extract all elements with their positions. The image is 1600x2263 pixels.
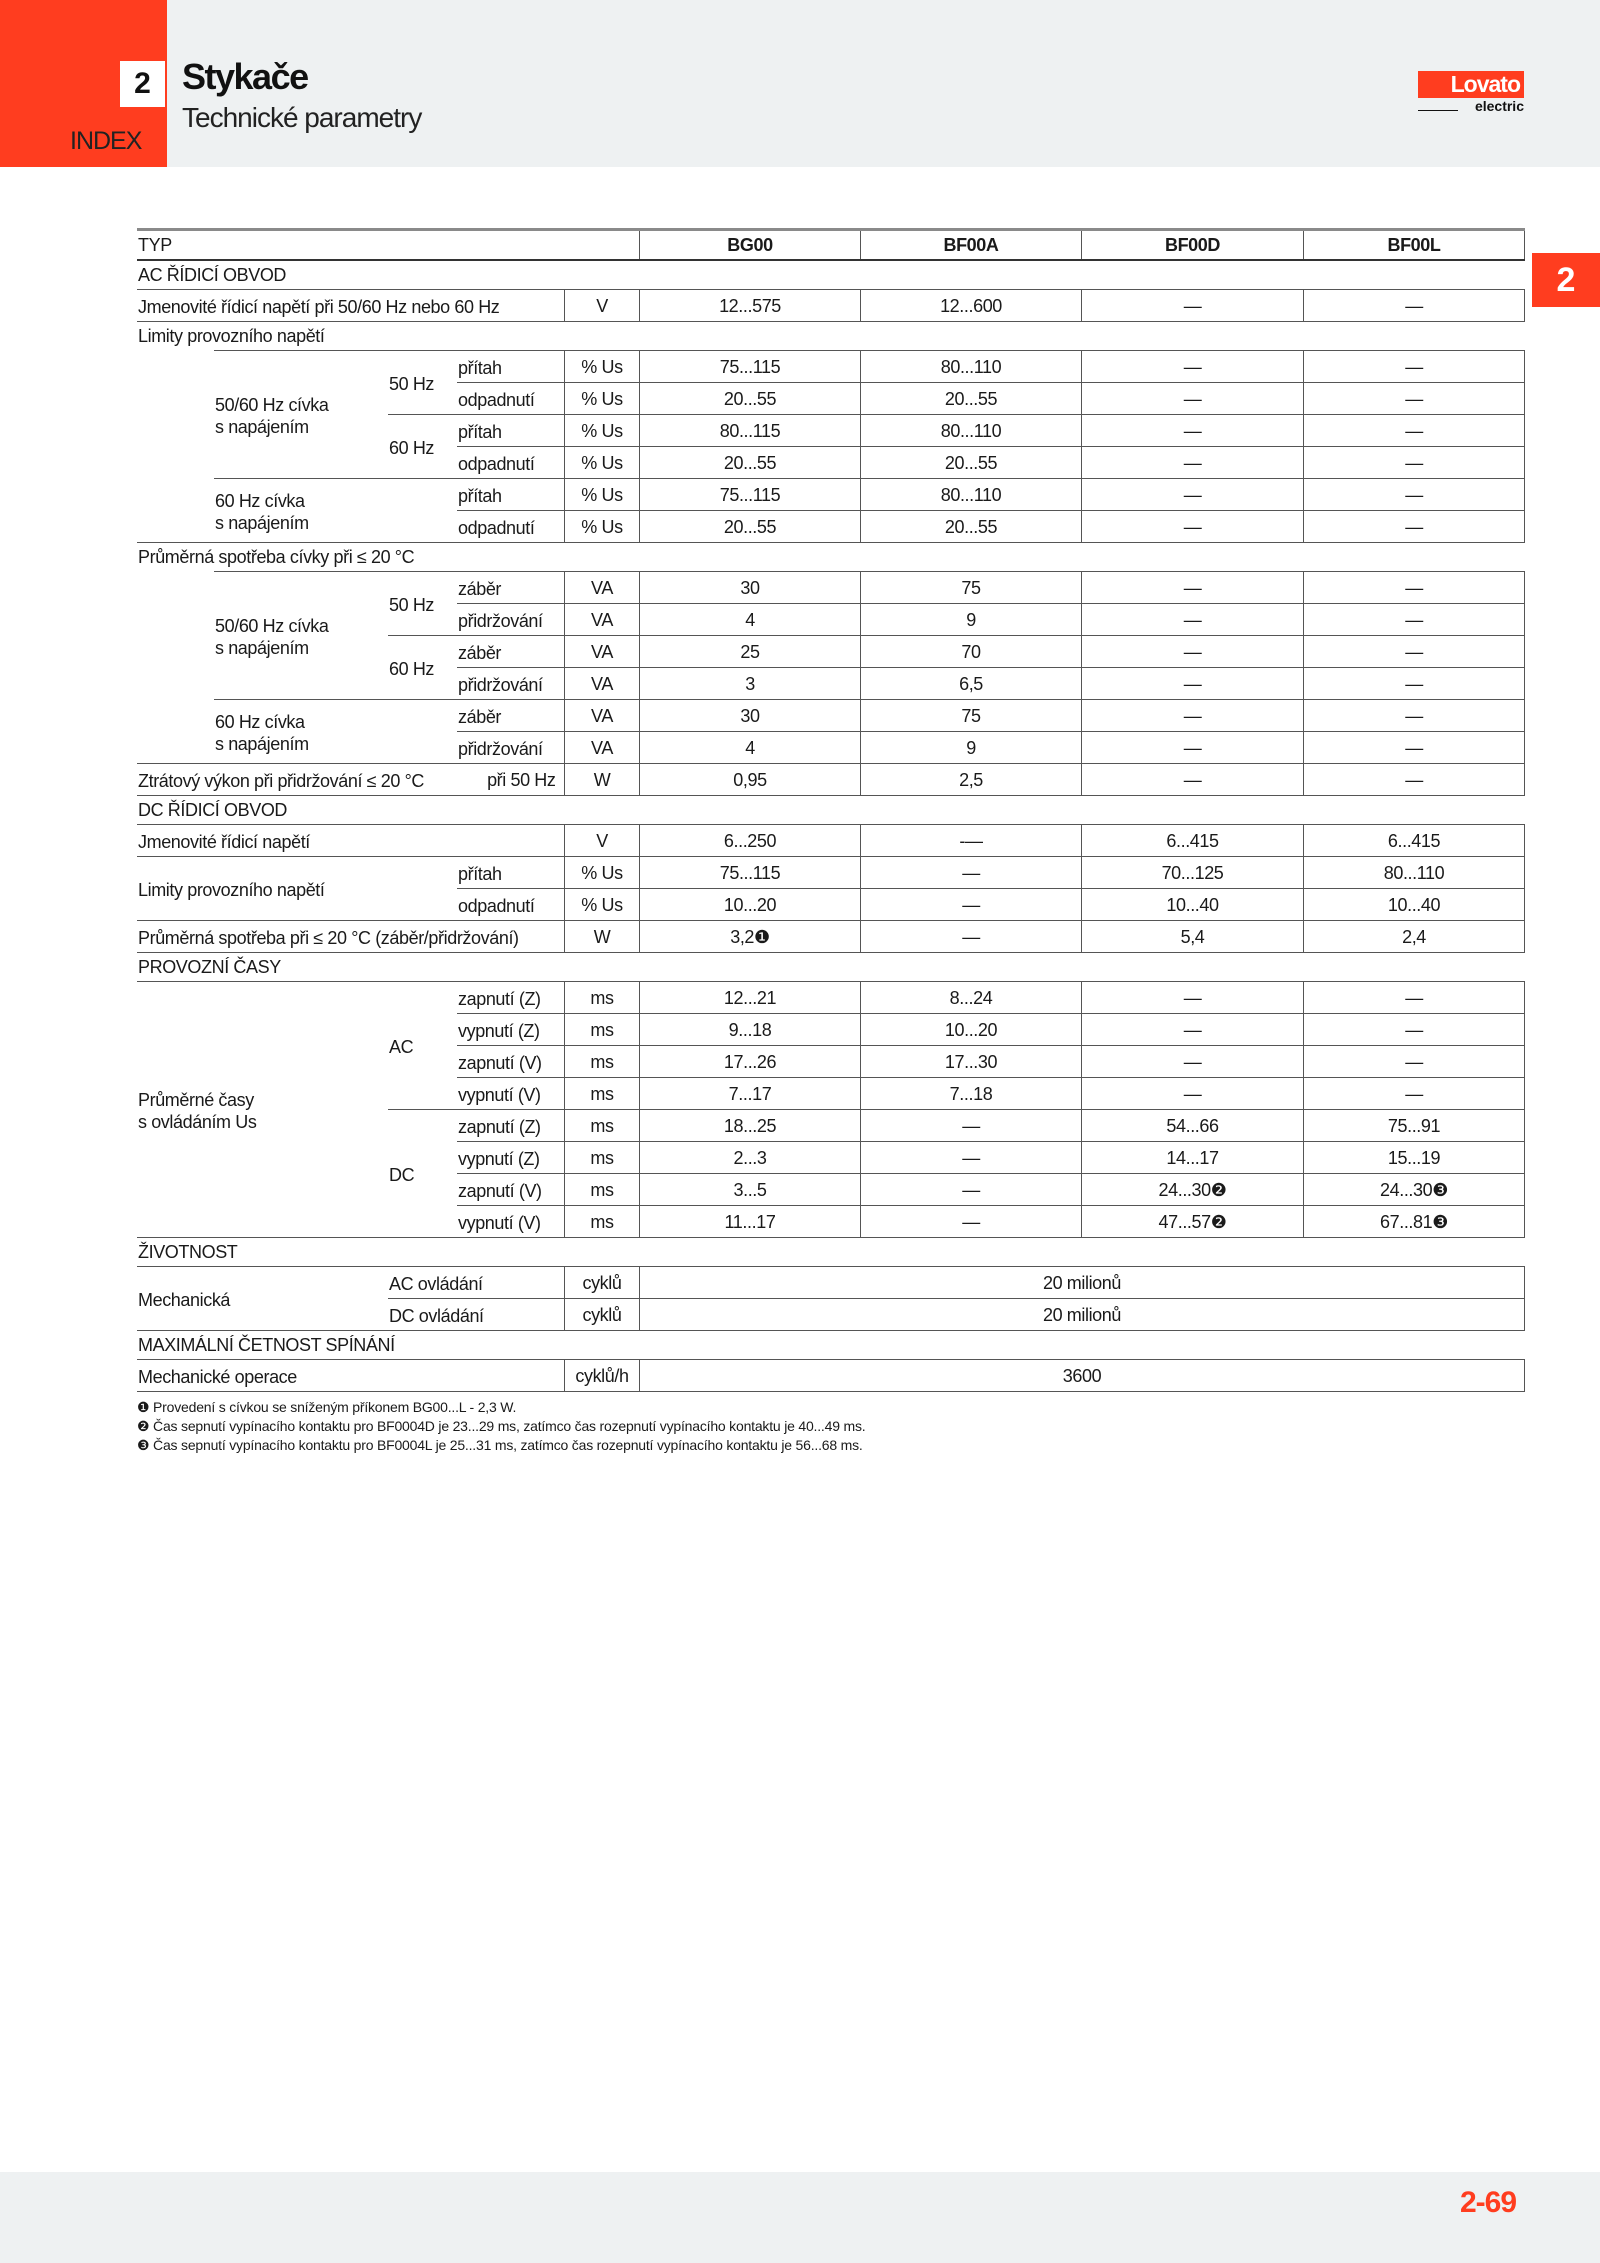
- value-cell: 6...250: [639, 825, 860, 857]
- value-cell: 10...40: [1081, 889, 1303, 921]
- row-label: Průměrná spotřeba při ≤ 20 °C (záběr/přidržování): [137, 921, 564, 953]
- logo-subtext: electric: [1418, 98, 1524, 114]
- table-row: [137, 1360, 1524, 1392]
- value-cell: —: [1303, 668, 1524, 700]
- value-cell: —: [1303, 1046, 1524, 1078]
- unit-cell: % Us: [564, 415, 639, 447]
- unit-cell: ms: [564, 982, 639, 1014]
- value-cell: 2,4: [1303, 921, 1524, 953]
- footnote-2: ❷ Čas sepnutí vypínacího kontaktu pro BF0004D je 23...29 ms, zatímco čas rozepnutí vypínacího kontaktu je 40...49 ms.: [137, 1418, 866, 1434]
- value-cell: 10...20: [639, 889, 860, 921]
- section-heading: MAXIMÁLNÍ ČETNOST SPÍNÁNÍ: [138, 1335, 395, 1355]
- value-cell: 7...17: [639, 1078, 860, 1110]
- unit-cell: VA: [564, 700, 639, 732]
- chapter-side-tab[interactable]: 2: [1532, 253, 1600, 307]
- unit-cell: V: [564, 290, 639, 322]
- column-header: BF00L: [1303, 230, 1524, 261]
- row-label: 50/60 Hz cívka s napájením: [214, 572, 388, 700]
- value-cell: 30: [639, 572, 860, 604]
- value-cell: —: [1303, 732, 1524, 764]
- value-cell: —: [1303, 1078, 1524, 1110]
- row-label: Mechanická: [137, 1267, 388, 1331]
- row-label: 50/60 Hz cívka s napájením: [214, 351, 388, 479]
- value-cell: 15...19: [1303, 1142, 1524, 1174]
- value-cell: 70: [860, 636, 1081, 668]
- column-header: BF00A: [860, 230, 1081, 261]
- value-cell: 5,4: [1081, 921, 1303, 953]
- value-cell: —: [1081, 668, 1303, 700]
- row-label: přítah: [457, 479, 564, 511]
- unit-cell: ms: [564, 1206, 639, 1238]
- table-row: [137, 351, 1524, 383]
- value-cell: 6...415: [1303, 825, 1524, 857]
- value-cell: 75...115: [639, 857, 860, 889]
- value-cell: —: [1081, 1046, 1303, 1078]
- value-cell: 24...30❸: [1303, 1174, 1524, 1206]
- value-cell: —: [1081, 351, 1303, 383]
- row-label: Ztrátový výkon při přidržování ≤ 20 °C: [137, 764, 457, 796]
- row-label: 50 Hz: [388, 572, 457, 636]
- value-cell: —: [1081, 1078, 1303, 1110]
- value-cell: 20...55: [860, 511, 1081, 543]
- value-cell: 75: [860, 572, 1081, 604]
- unit-cell: VA: [564, 636, 639, 668]
- value-cell: —: [1081, 479, 1303, 511]
- unit-cell: % Us: [564, 511, 639, 543]
- value-cell: 80...110: [860, 415, 1081, 447]
- table-row: [137, 543, 1524, 572]
- row-label: zapnutí (V): [457, 1174, 564, 1206]
- table-row: [137, 700, 1524, 732]
- table-header-row: [137, 230, 1524, 261]
- unit-cell: VA: [564, 604, 639, 636]
- value-cell: 80...115: [639, 415, 860, 447]
- row-label: DC: [388, 1110, 457, 1238]
- value-cell: —: [1081, 1014, 1303, 1046]
- section-heading: PROVOZNÍ ČASY: [138, 957, 281, 977]
- value-cell: 47...57❷: [1081, 1206, 1303, 1238]
- unit-cell: ms: [564, 1142, 639, 1174]
- value-cell: 75...115: [639, 351, 860, 383]
- spacer-cell: [137, 351, 214, 543]
- row-label: Limity provozního napětí: [137, 857, 457, 921]
- table-row: [137, 290, 1524, 322]
- table-row: [137, 921, 1524, 953]
- lovato-logo: [1418, 71, 1524, 114]
- row-label: přítah: [457, 857, 564, 889]
- value-cell: 4: [639, 732, 860, 764]
- value-cell: 54...66: [1081, 1110, 1303, 1142]
- unit-cell: ms: [564, 1014, 639, 1046]
- value-cell: 17...26: [639, 1046, 860, 1078]
- value-cell: —: [1303, 604, 1524, 636]
- value-cell: 75: [860, 700, 1081, 732]
- value-cell: —: [1303, 511, 1524, 543]
- row-label: záběr: [457, 636, 564, 668]
- unit-cell: VA: [564, 732, 639, 764]
- row-label: 50 Hz: [388, 351, 457, 415]
- row-label: 60 Hz: [388, 415, 457, 479]
- row-label: AC: [388, 982, 457, 1110]
- value-cell: 75...91: [1303, 1110, 1524, 1142]
- unit-cell: V: [564, 825, 639, 857]
- value-cell: 12...600: [860, 290, 1081, 322]
- value-cell: 80...110: [860, 351, 1081, 383]
- unit-cell: W: [564, 764, 639, 796]
- value-cell: 20...55: [639, 447, 860, 479]
- row-label: AC ovládání: [388, 1267, 564, 1299]
- row-label: vypnutí (Z): [457, 1142, 564, 1174]
- value-cell: —: [860, 1142, 1081, 1174]
- value-cell: —: [1081, 383, 1303, 415]
- row-label: 60 Hz: [388, 636, 457, 700]
- value-cell: —: [1303, 764, 1524, 796]
- spacer-cell: [137, 572, 214, 764]
- value-cell: 2...3: [639, 1142, 860, 1174]
- value-cell: 12...21: [639, 982, 860, 1014]
- value-cell: —: [1303, 290, 1524, 322]
- column-header: BF00D: [1081, 230, 1303, 261]
- value-cell: —: [860, 921, 1081, 953]
- value-cell: 4: [639, 604, 860, 636]
- row-label: zapnutí (Z): [457, 982, 564, 1014]
- value-cell: 9: [860, 732, 1081, 764]
- table-row: [137, 260, 1524, 290]
- value-cell: —: [1081, 572, 1303, 604]
- value-cell: —: [1081, 290, 1303, 322]
- value-cell: 67...81❸: [1303, 1206, 1524, 1238]
- value-cell: 20...55: [860, 447, 1081, 479]
- table-row: [137, 825, 1524, 857]
- row-label: 60 Hz cívka s napájením: [214, 479, 457, 543]
- unit-cell: cyklů: [564, 1299, 639, 1331]
- unit-cell: ms: [564, 1078, 639, 1110]
- index-link[interactable]: INDEX: [70, 127, 142, 155]
- unit-cell: VA: [564, 668, 639, 700]
- page-title: Stykače: [182, 56, 308, 97]
- value-cell: 80...110: [1303, 857, 1524, 889]
- unit-cell: cyklů: [564, 1267, 639, 1299]
- table-row: [137, 982, 1524, 1014]
- row-label-condition: při 50 Hz: [457, 764, 564, 796]
- unit-cell: % Us: [564, 447, 639, 479]
- table-row: [137, 796, 1524, 825]
- table-row: [137, 572, 1524, 604]
- value-cell: 12...575: [639, 290, 860, 322]
- row-label: vypnutí (V): [457, 1206, 564, 1238]
- section-heading: AC ŘÍDICÍ OBVOD: [138, 265, 287, 285]
- row-label: přidržování: [457, 604, 564, 636]
- value-cell: 18...25: [639, 1110, 860, 1142]
- value-cell: —: [1303, 636, 1524, 668]
- footnotes: [137, 1398, 1524, 1455]
- section-heading: DC ŘÍDICÍ OBVOD: [138, 800, 288, 820]
- value-cell: —: [860, 889, 1081, 921]
- row-label: odpadnutí: [457, 511, 564, 543]
- chapter-number: 2: [120, 61, 165, 107]
- unit-cell: % Us: [564, 351, 639, 383]
- row-label: přítah: [457, 351, 564, 383]
- row-label: odpadnutí: [457, 383, 564, 415]
- value-cell: 8...24: [860, 982, 1081, 1014]
- value-cell: —: [1081, 764, 1303, 796]
- value-cell: 2,5: [860, 764, 1081, 796]
- value-cell: —: [1081, 415, 1303, 447]
- value-cell: 3,2❶: [639, 921, 860, 953]
- value-cell: —: [1081, 447, 1303, 479]
- value-cell: —: [1081, 700, 1303, 732]
- table-row: [137, 1267, 1524, 1299]
- value-cell: 3600: [639, 1360, 1524, 1392]
- table-row: [137, 857, 1524, 889]
- unit-cell: cyklů/h: [564, 1360, 639, 1392]
- value-cell: 17...30: [860, 1046, 1081, 1078]
- row-label: záběr: [457, 572, 564, 604]
- main-content: [137, 228, 1524, 1455]
- unit-cell: ms: [564, 1110, 639, 1142]
- value-cell: —: [1303, 447, 1524, 479]
- footer-band: [0, 2172, 1600, 2263]
- value-cell: 10...40: [1303, 889, 1524, 921]
- row-label: zapnutí (Z): [457, 1110, 564, 1142]
- value-cell: —: [1081, 982, 1303, 1014]
- footnote-3: ❸ Čas sepnutí vypínacího kontaktu pro BF0004L je 25...31 ms, zatímco čas rozepnutí vypínacího kontaktu je 56...68 ms.: [137, 1437, 863, 1453]
- unit-cell: % Us: [564, 383, 639, 415]
- value-cell: 30: [639, 700, 860, 732]
- value-cell: 80...110: [860, 479, 1081, 511]
- value-cell: 24...30❷: [1081, 1174, 1303, 1206]
- row-label: přidržování: [457, 668, 564, 700]
- value-cell: -—: [860, 825, 1081, 857]
- column-header: BG00: [639, 230, 860, 261]
- value-cell: —: [1303, 415, 1524, 447]
- value-cell: —: [860, 857, 1081, 889]
- value-cell: 20...55: [639, 511, 860, 543]
- value-cell: —: [860, 1110, 1081, 1142]
- value-cell: 6...415: [1081, 825, 1303, 857]
- logo-wordmark: Lovato: [1418, 71, 1524, 98]
- row-label: odpadnutí: [457, 889, 564, 921]
- row-label: DC ovládání: [388, 1299, 564, 1331]
- row-label: Jmenovité řídicí napětí při 50/60 Hz nebo 60 Hz: [137, 290, 564, 322]
- value-cell: —: [1081, 732, 1303, 764]
- value-cell: 10...20: [860, 1014, 1081, 1046]
- table-row: [137, 1238, 1524, 1267]
- value-cell: 75...115: [639, 479, 860, 511]
- value-cell: —: [1081, 636, 1303, 668]
- unit-cell: % Us: [564, 479, 639, 511]
- row-label: přidržování: [457, 732, 564, 764]
- value-cell: —: [860, 1206, 1081, 1238]
- value-cell: —: [1303, 383, 1524, 415]
- row-label: odpadnutí: [457, 447, 564, 479]
- value-cell: 9: [860, 604, 1081, 636]
- value-cell: —: [860, 1174, 1081, 1206]
- value-cell: 20...55: [860, 383, 1081, 415]
- table-row: [137, 322, 1524, 351]
- value-cell: 14...17: [1081, 1142, 1303, 1174]
- unit-cell: % Us: [564, 857, 639, 889]
- table-row: [137, 953, 1524, 982]
- unit-cell: W: [564, 921, 639, 953]
- value-cell: 7...18: [860, 1078, 1081, 1110]
- value-cell: —: [1303, 572, 1524, 604]
- row-label: Průměrné časy s ovládáním Us: [137, 982, 388, 1238]
- column-header-label: TYP: [137, 230, 639, 261]
- value-cell: 6,5: [860, 668, 1081, 700]
- value-cell: —: [1081, 604, 1303, 636]
- technical-parameters-table: [137, 228, 1525, 1392]
- row-label: vypnutí (Z): [457, 1014, 564, 1046]
- value-cell: —: [1303, 982, 1524, 1014]
- value-cell: —: [1081, 511, 1303, 543]
- value-cell: 3...5: [639, 1174, 860, 1206]
- value-cell: 0,95: [639, 764, 860, 796]
- unit-cell: % Us: [564, 889, 639, 921]
- unit-cell: ms: [564, 1046, 639, 1078]
- value-cell: 20 milionů: [639, 1267, 1524, 1299]
- footnote-1: ❶ Provedení s cívkou se sníženým příkonem BG00...L - 2,3 W.: [137, 1399, 517, 1415]
- row-label: Mechanické operace: [137, 1360, 564, 1392]
- value-cell: 20...55: [639, 383, 860, 415]
- row-label: vypnutí (V): [457, 1078, 564, 1110]
- value-cell: 20 milionů: [639, 1299, 1524, 1331]
- unit-cell: VA: [564, 572, 639, 604]
- row-label: 60 Hz cívka s napájením: [214, 700, 457, 764]
- table-row: [137, 1331, 1524, 1360]
- group-heading: Průměrná spotřeba cívky při ≤ 20 °C: [138, 547, 415, 567]
- value-cell: —: [1303, 1014, 1524, 1046]
- table-row: [137, 764, 1524, 796]
- row-label: zapnutí (V): [457, 1046, 564, 1078]
- value-cell: —: [1303, 351, 1524, 383]
- value-cell: 11...17: [639, 1206, 860, 1238]
- row-label: přítah: [457, 415, 564, 447]
- group-heading: Limity provozního napětí: [138, 326, 325, 346]
- unit-cell: ms: [564, 1174, 639, 1206]
- page-subtitle: Technické parametry: [182, 102, 422, 133]
- row-label: záběr: [457, 700, 564, 732]
- table-row: [137, 479, 1524, 511]
- value-cell: —: [1303, 700, 1524, 732]
- row-label: Jmenovité řídicí napětí: [137, 825, 564, 857]
- value-cell: —: [1303, 479, 1524, 511]
- value-cell: 9...18: [639, 1014, 860, 1046]
- value-cell: 70...125: [1081, 857, 1303, 889]
- section-heading: ŽIVOTNOST: [138, 1242, 238, 1262]
- page-number: 2-69: [1460, 2186, 1517, 2219]
- value-cell: 3: [639, 668, 860, 700]
- value-cell: 25: [639, 636, 860, 668]
